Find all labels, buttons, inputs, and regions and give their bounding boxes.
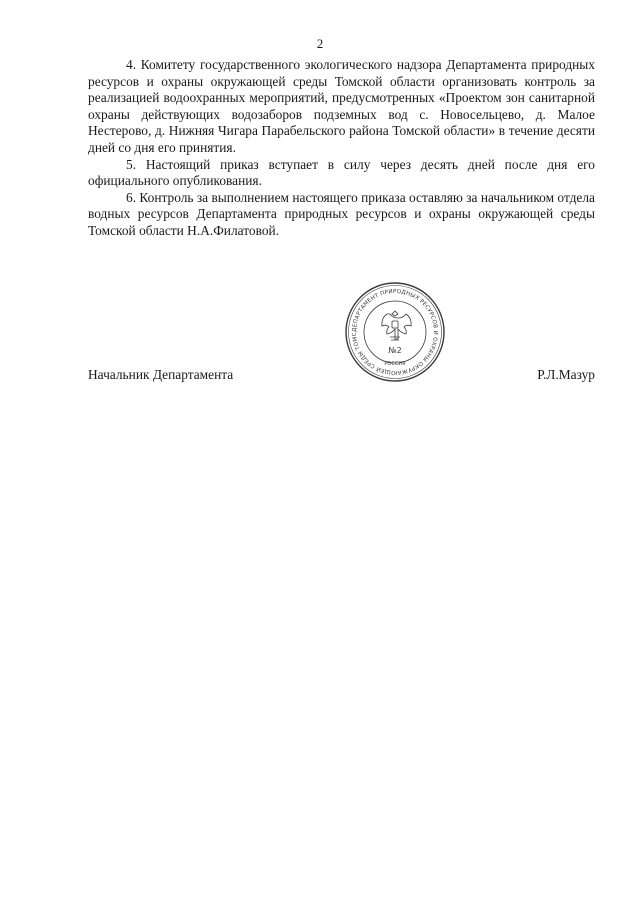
paragraph-5: 5. Настоящий приказ вступает в силу через десять дней после дня его официального опубликования. [88, 156, 595, 189]
seal-number: №2 [388, 346, 402, 355]
page-number: 2 [316, 36, 324, 51]
signatory-name: Р.Л.Мазур [537, 367, 595, 382]
seal-bottom-text: РОССИЯ [384, 361, 406, 367]
seal-graphic [344, 281, 446, 383]
document-body [88, 57, 595, 240]
paragraph-6: 6. Контроль за выполнением настоящего приказа оставляю за начальником отдела водных ресурсов Департамента природных ресурсов и охраны окружающей среды Томской области Н.А.Филатовой. [88, 189, 595, 238]
seal-ring-text: ДЕПАРТАМЕНТ ПРИРОДНЫХ РЕСУРСОВ И ОХРАНЫ ОКРУЖАЮЩЕЙ СРЕДЫ ТОМС [351, 288, 439, 376]
official-seal [344, 281, 446, 383]
signatory-title: Начальник Департамента [88, 367, 234, 382]
eagle-emblem-icon [382, 311, 411, 340]
paragraph-4: 4. Комитету государственного экологического надзора Департамента природных ресурсов и охраны окружающей среды Томской области организовать контроль за реализацией водоохранных мероприятий, предусмотренных «Проектом зон санитарной охраны действующих водозаборов подземных вод с. Новосельцево, д. Малое Нестерово, д. Нижняя Чигара Парабельского района Томской области» в течение десяти дней со дня его принятия. [88, 57, 595, 155]
